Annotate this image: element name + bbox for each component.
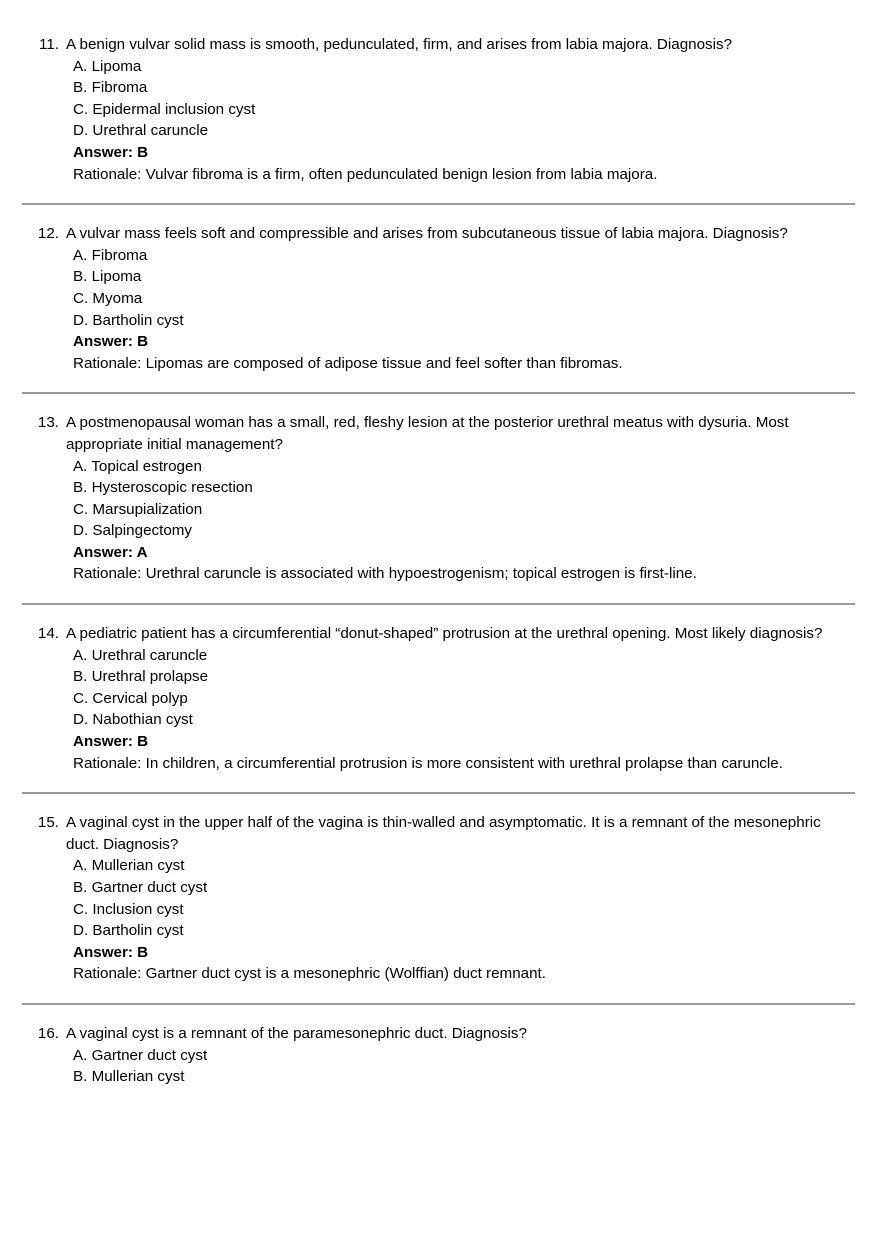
question-stem: A vaginal cyst is a remnant of the paramesonephric duct. Diagnosis?	[66, 1024, 527, 1042]
question-block	[30, 223, 850, 374]
answer-line: Answer: B	[73, 333, 149, 351]
option-c[interactable]: C. Myoma	[73, 289, 143, 307]
option-a[interactable]: A. Urethral caruncle	[73, 646, 208, 664]
question-stem: A vaginal cyst in the upper half of the vagina is thin-walled and asymptomatic. It is a remnant of the mesonephric duct. Diagnosis?	[66, 814, 821, 853]
question-stem: A postmenopausal woman has a small, red, fleshy lesion at the posterior urethral meatus with dysuria. Most appropriate initial management?	[66, 414, 789, 453]
answer-line: Answer: B	[73, 943, 149, 961]
question-separator-wrap	[30, 585, 850, 623]
option-b[interactable]: B. Mullerian cyst	[73, 1068, 185, 1086]
option-d[interactable]: D. Bartholin cyst	[73, 311, 184, 329]
option-c[interactable]: C. Marsupialization	[73, 500, 203, 518]
question-block	[30, 412, 850, 585]
option-a[interactable]: A. Mullerian cyst	[73, 857, 185, 875]
question-number: 16.	[37, 1024, 59, 1042]
question-body	[30, 1045, 850, 1088]
question-block	[30, 1023, 850, 1088]
question-stem-row	[30, 1023, 850, 1045]
option-c[interactable]: C. Inclusion cyst	[73, 900, 184, 918]
option-d[interactable]: D. Bartholin cyst	[73, 922, 184, 940]
answer-line: Answer: B	[73, 143, 149, 161]
option-b[interactable]: B. Fibroma	[73, 79, 148, 97]
option-d[interactable]: D. Nabothian cyst	[73, 711, 193, 729]
option-a[interactable]: A. Lipoma	[73, 57, 142, 75]
answer-line: Answer: A	[73, 543, 148, 561]
question-block	[30, 34, 850, 185]
question-separator-wrap	[30, 185, 850, 223]
option-b[interactable]: B. Urethral prolapse	[73, 668, 209, 686]
question-stem-row	[30, 623, 850, 645]
option-a[interactable]: A. Fibroma	[73, 246, 148, 264]
rationale-line: Rationale: Lipomas are composed of adipose tissue and feel softer than fibromas.	[73, 354, 623, 372]
question-block	[30, 623, 850, 774]
question-divider	[22, 203, 855, 205]
question-body	[30, 456, 850, 586]
question-body	[30, 56, 850, 186]
question-body	[30, 855, 850, 985]
question-stem-row	[30, 34, 850, 56]
question-stem: A benign vulvar solid mass is smooth, pedunculated, firm, and arises from labia majora. Diagnosis?	[66, 36, 733, 53]
question-separator-wrap	[30, 774, 850, 812]
option-b[interactable]: B. Gartner duct cyst	[73, 879, 208, 896]
question-separator-wrap	[30, 374, 850, 412]
option-c[interactable]: C. Epidermal inclusion cyst	[73, 100, 256, 118]
question-number: 13.	[37, 414, 59, 432]
option-a[interactable]: A. Gartner duct cyst	[73, 1046, 208, 1064]
rationale-line: Rationale: In children, a circumferential protrusion is more consistent with urethral prolapse than caruncle.	[73, 754, 783, 772]
question-stem: A vulvar mass feels soft and compressible and arises from subcutaneous tissue of labia majora. Diagnosis?	[66, 225, 788, 243]
option-a[interactable]: A. Topical estrogen	[73, 457, 202, 475]
option-c[interactable]: C. Cervical polyp	[73, 689, 188, 707]
option-b[interactable]: B. Hysteroscopic resection	[73, 479, 253, 497]
question-body	[30, 645, 850, 775]
question-number: 12.	[37, 225, 59, 243]
question-divider	[22, 392, 855, 394]
rationale-line: Rationale: Gartner duct cyst is a mesonephric (Wolffian) duct remnant.	[73, 965, 546, 983]
question-divider	[22, 1003, 855, 1005]
question-stem-row	[30, 223, 850, 245]
question-divider	[22, 603, 855, 605]
question-block	[30, 812, 850, 985]
option-d[interactable]: D. Urethral caruncle	[73, 122, 209, 140]
rationale-line: Rationale: Vulvar fibroma is a firm, often pedunculated benign lesion from labia majora.	[73, 165, 658, 183]
question-number: 14.	[37, 625, 59, 643]
question-number: 15.	[37, 814, 59, 832]
question-body	[30, 245, 850, 375]
option-d[interactable]: D. Salpingectomy	[73, 522, 193, 540]
question-number: 11.	[39, 36, 59, 53]
question-separator-wrap	[30, 985, 850, 1023]
question-stem: A pediatric patient has a circumferential “donut-shaped” protrusion at the urethral opening. Most likely diagnosis?	[66, 625, 823, 643]
answer-line: Answer: B	[73, 733, 149, 751]
question-stem-row	[30, 812, 850, 855]
question-stem-row	[30, 412, 850, 455]
rationale-line: Rationale: Urethral caruncle is associated with hypoestrogenism; topical estrogen is first-line.	[73, 565, 697, 583]
option-b[interactable]: B. Lipoma	[73, 268, 142, 286]
question-divider	[22, 792, 855, 794]
